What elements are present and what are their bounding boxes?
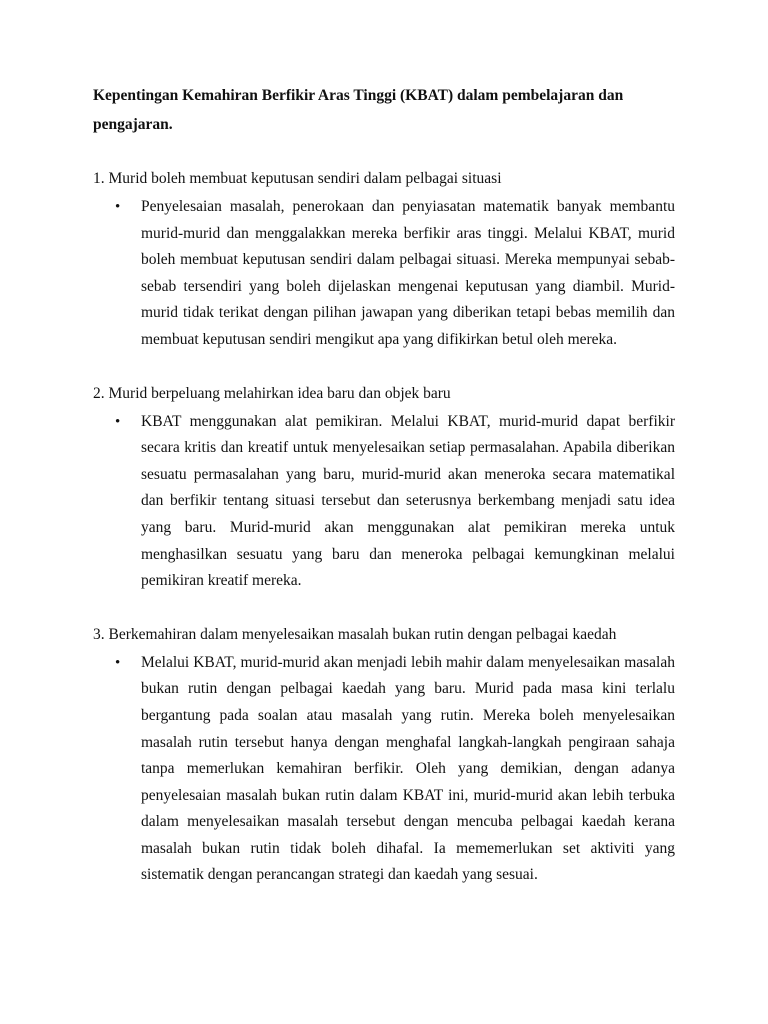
section-1 bbox=[93, 166, 675, 354]
bullet-icon: • bbox=[115, 199, 121, 215]
section-heading: 3. Berkemahiran dalam menyelesaikan masalah bukan rutin dengan pelbagai kaedah bbox=[93, 625, 617, 643]
bullet-item bbox=[93, 650, 675, 889]
bullet-item bbox=[93, 409, 675, 595]
section-heading: 2. Murid berpeluang melahirkan idea baru dan objek baru bbox=[93, 384, 451, 402]
bullet-icon: • bbox=[115, 413, 121, 430]
bullet-text: Penyelesaian masalah, penerokaan dan penyiasatan matematik banyak membantu murid-murid dan menggalakkan mereka berfikir aras tinggi. Melalui KBAT, murid boleh membuat keputusan sendiri dalam pelbagai situasi. Mereka mempunyai sebab-sebab tersendiri yang boleh dijelaskan mengenai keputusan yang diambil. Murid-murid tidak terikat dengan pilihan jawapan yang diberikan tetapi bebas memilih dan membuat keputusan sendiri mengikut apa yang difikirkan betul oleh mereka. bbox=[141, 198, 675, 348]
bullet-item bbox=[93, 194, 675, 354]
section-heading: 1. Murid boleh membuat keputusan sendiri dalam pelbagai situasi bbox=[93, 170, 502, 187]
document-title: Kepentingan Kemahiran Berfikir Aras Tinggi (KBAT) dalam pembelajaran dan pengajaran. bbox=[93, 87, 624, 133]
section-2 bbox=[93, 381, 675, 595]
bullet-icon: • bbox=[115, 654, 121, 671]
section-3 bbox=[93, 622, 675, 889]
bullet-text: KBAT menggunakan alat pemikiran. Melalui KBAT, murid-murid dapat berfikir secara kritis dan kreatif untuk menyelesaikan setiap permasalahan. Apabila diberikan sesuatu permasalahan yang baru, murid-murid akan meneroka secara matematikal dan berfikir tentang situasi tersebut dan seterusnya berkembang menjadi satu idea yang baru. Murid-murid akan menggunakan alat pemikiran mereka untuk menghasilkan sesuatu yang baru dan meneroka pelbagai kemungkinan melalui pemikiran kreatif mereka. bbox=[141, 412, 675, 590]
bullet-text: Melalui KBAT, murid-murid akan menjadi lebih mahir dalam menyelesaikan masalah bukan rutin dengan pelbagai kaedah yang baru. Murid pada masa kini terlalu bergantung pada soalan atau masalah yang rutin. Mereka boleh menyelesaikan masalah rutin tersebut hanya dengan menghafal langkah-langkah pengiraan sahaja tanpa memerlukan kemahiran berfikir. Oleh yang demikian, dengan adanya penyelesaian masalah bukan rutin dalam KBAT ini, murid-murid akan lebih terbuka dalam menyelesaikan masalah tersebut dengan mencuba pelbagai kaedah kerana masalah bukan rutin tidak boleh dihafal. Ia mememerlukan set aktiviti yang sistematik dengan perancangan strategi dan kaedah yang sesuai. bbox=[141, 653, 675, 884]
